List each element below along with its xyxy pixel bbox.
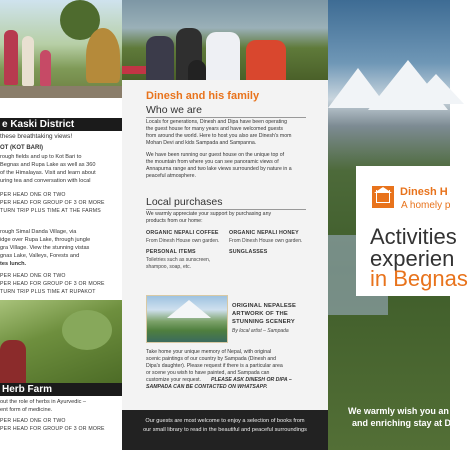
kot-bari-desc: uring tea and conversation with local	[0, 178, 91, 184]
rupakot-price: PER HEAD ONE OR TWO	[0, 273, 66, 279]
kot-bari-desc: Begnas and Rupa Lake as well as 360	[0, 162, 96, 168]
artwork-contact: SAMPADA CAN BE CONTACTED ON WHATSAPP.	[146, 384, 268, 390]
left-panel	[0, 0, 122, 450]
who-text: Locals for generations, Dinesh and Dipa have been operating	[146, 119, 288, 125]
artwork-title: ARTWORK OF THE	[232, 311, 288, 317]
product-honey: ORGANIC NEPALI HONEY	[229, 230, 299, 236]
rupakot-desc: gnas Lake, Valleys, Forests and	[0, 253, 80, 259]
artwork-byline: By local artist – Sampada	[232, 328, 289, 334]
rupakot-price: PER HEAD FOR GROUP OF 3 OR MORE	[0, 281, 105, 287]
rupakot-desc: idge over Rupa Lake, through jungle	[0, 237, 91, 243]
artwork-text: customize your request.	[146, 377, 202, 383]
who-text: the guest house for many years and have welcomed guests	[146, 126, 283, 132]
product-coffee: ORGANIC NEPALI COFFEE	[146, 230, 219, 236]
kot-bari-price: TURN TRIP PLUS TIME AT THE FARMS	[0, 208, 101, 214]
brand-tagline: A homely p	[401, 200, 451, 211]
family-title: Dinesh and his family	[146, 90, 260, 102]
artwork-title: ORIGINAL NEPALESE	[232, 303, 297, 309]
peak-shape	[408, 74, 464, 104]
who-text: Mohan Devi and kids Sampada and Sampanna.	[146, 140, 257, 146]
herb-farm-heading: Herb Farm	[0, 383, 122, 396]
house-logo-icon	[372, 186, 394, 208]
local-text: products from our home:	[146, 218, 203, 224]
who-heading: Who we are	[146, 104, 203, 116]
product-honey-desc: From Dinesh House own garden.	[229, 238, 303, 244]
local-purchases-heading: Local purchases	[146, 196, 223, 208]
kaski-photo	[0, 0, 122, 98]
kaski-heading: e Kaski District	[0, 118, 122, 131]
artwork-text: or scene you wish to have painted, and Sampada can	[146, 370, 270, 376]
kaski-subheading: these breathtaking views!	[0, 133, 73, 140]
artwork-text: Dipa's daughter). Please request if there is a particular area	[146, 363, 283, 369]
footer-text: our small library to read in the beautiful and peaceful surroundings	[143, 427, 307, 433]
main-heading: in Begnas	[370, 266, 468, 291]
who-text: the mountain from where you can see panoramic views of	[146, 159, 279, 165]
brand-name: Dinesh H	[400, 186, 448, 198]
library-footer	[122, 410, 328, 450]
herb-price: PER HEAD ONE OR TWO	[0, 418, 66, 424]
rupakot-desc: gra Village. View the stunning vistas	[0, 245, 90, 251]
product-personal: PERSONAL ITEMS	[146, 249, 196, 255]
divider	[146, 117, 306, 118]
right-panel	[328, 0, 468, 450]
kot-bari-price: PER HEAD FOR GROUP OF 3 OR MORE	[0, 200, 105, 206]
welcome-text: We warmly wish you an	[348, 406, 449, 416]
welcome-text: and enriching stay at D	[352, 418, 452, 428]
rupakot-lunch: tes lunch.	[0, 261, 27, 267]
main-heading: Activities	[370, 224, 457, 249]
product-sunglasses: SUNGLASSES	[229, 249, 268, 255]
herb-farm-photo	[0, 300, 122, 385]
who-text: We have been running our guest house on the unique top of	[146, 152, 285, 158]
herb-price: PER HEAD FOR GROUP OF 3 OR MORE	[0, 426, 105, 432]
artwork-text: scenic paintings of our country by Sampada (Dinesh and	[146, 356, 277, 362]
local-text: We warmly appreciate your support by purchasing any	[146, 211, 272, 217]
who-text: Annapurna range and two lake views surrounded by nature in a	[146, 166, 292, 172]
artwork-image	[146, 295, 228, 343]
divider	[146, 209, 306, 210]
artwork-contact: PLEASE ASK DINESH OR DIPA –	[211, 377, 292, 383]
family-photo	[122, 0, 328, 80]
artwork-text: Take home your unique memory of Nepal, with original	[146, 349, 272, 355]
kot-bari-desc: of the Himalayas. Visit and learn about	[0, 170, 96, 176]
kot-bari-desc: rough fields and up to Kot Bari to	[0, 154, 82, 160]
middle-panel	[122, 0, 328, 450]
product-personal-desc: Toiletries such as sunscreen, shampoo, soap, etc.	[146, 257, 211, 270]
who-text: from around the world. Here to host you also are Dinesh's mom	[146, 133, 292, 139]
rupakot-price: TURN TRIP PLUS TIME AT RUPAKOT	[0, 289, 96, 295]
main-heading: experien	[370, 246, 455, 271]
who-text: peaceful atmosphere.	[146, 173, 196, 179]
kot-bari-title: OT (KOT BARI)	[0, 145, 43, 151]
herb-desc: out the role of herbs in Ayurvedic –	[0, 399, 87, 405]
kot-bari-price: PER HEAD ONE OR TWO	[0, 192, 66, 198]
product-coffee-desc: From Dinesh House own garden.	[146, 238, 220, 244]
rupakot-desc: rough Simal Danda Village, via	[0, 229, 77, 235]
herb-desc: ent form of medicine.	[0, 407, 53, 413]
footer-text: Our guests are most welcome to enjoy a selection of books from	[145, 418, 305, 424]
artwork-title: STUNNING SCENERY	[232, 319, 295, 325]
